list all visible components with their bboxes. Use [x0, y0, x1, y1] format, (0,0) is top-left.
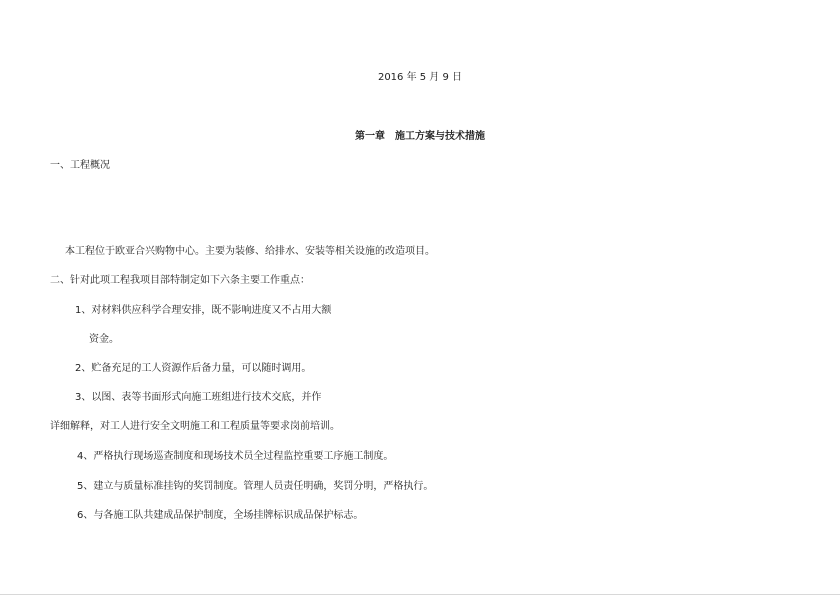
list-item: 3、以图、表等书面形式向施工班组进行技术交底，并作 — [75, 392, 322, 403]
section-heading-key-points: 二、针对此项工程我项目部特制定如下六条主要工作重点： — [50, 275, 310, 286]
section-heading-overview: 一、工程概况 — [50, 160, 110, 171]
list-item: 6、与各施工队共建成品保护制度，全场挂牌标识成品保护标志。 — [77, 510, 364, 521]
list-item: 2、贮备充足的工人资源作后备力量，可以随时调用。 — [75, 363, 312, 374]
page-bottom-divider — [0, 594, 840, 595]
list-item-continuation: 资金。 — [89, 334, 119, 345]
overview-paragraph: 本工程位于欧亚合兴购物中心。主要为装修、给排水、安装等相关设施的改造项目。 — [65, 246, 435, 257]
list-item: 1、对材料供应科学合理安排，既不影响进度又不占用大额 — [75, 305, 332, 316]
document-date: 2016 年 5 月 9 日 — [377, 72, 463, 83]
list-item-continuation: 详细解释，对工人进行安全文明施工和工程质量等要求岗前培训。 — [50, 421, 340, 432]
chapter-title: 第一章 施工方案与技术措施 — [355, 131, 485, 142]
list-item: 4、严格执行现场巡查制度和现场技术员全过程监控重要工序施工制度。 — [77, 451, 394, 462]
list-item: 5、建立与质量标准挂钩的奖罚制度。管理人员责任明确，奖罚分明，严格执行。 — [77, 481, 434, 492]
